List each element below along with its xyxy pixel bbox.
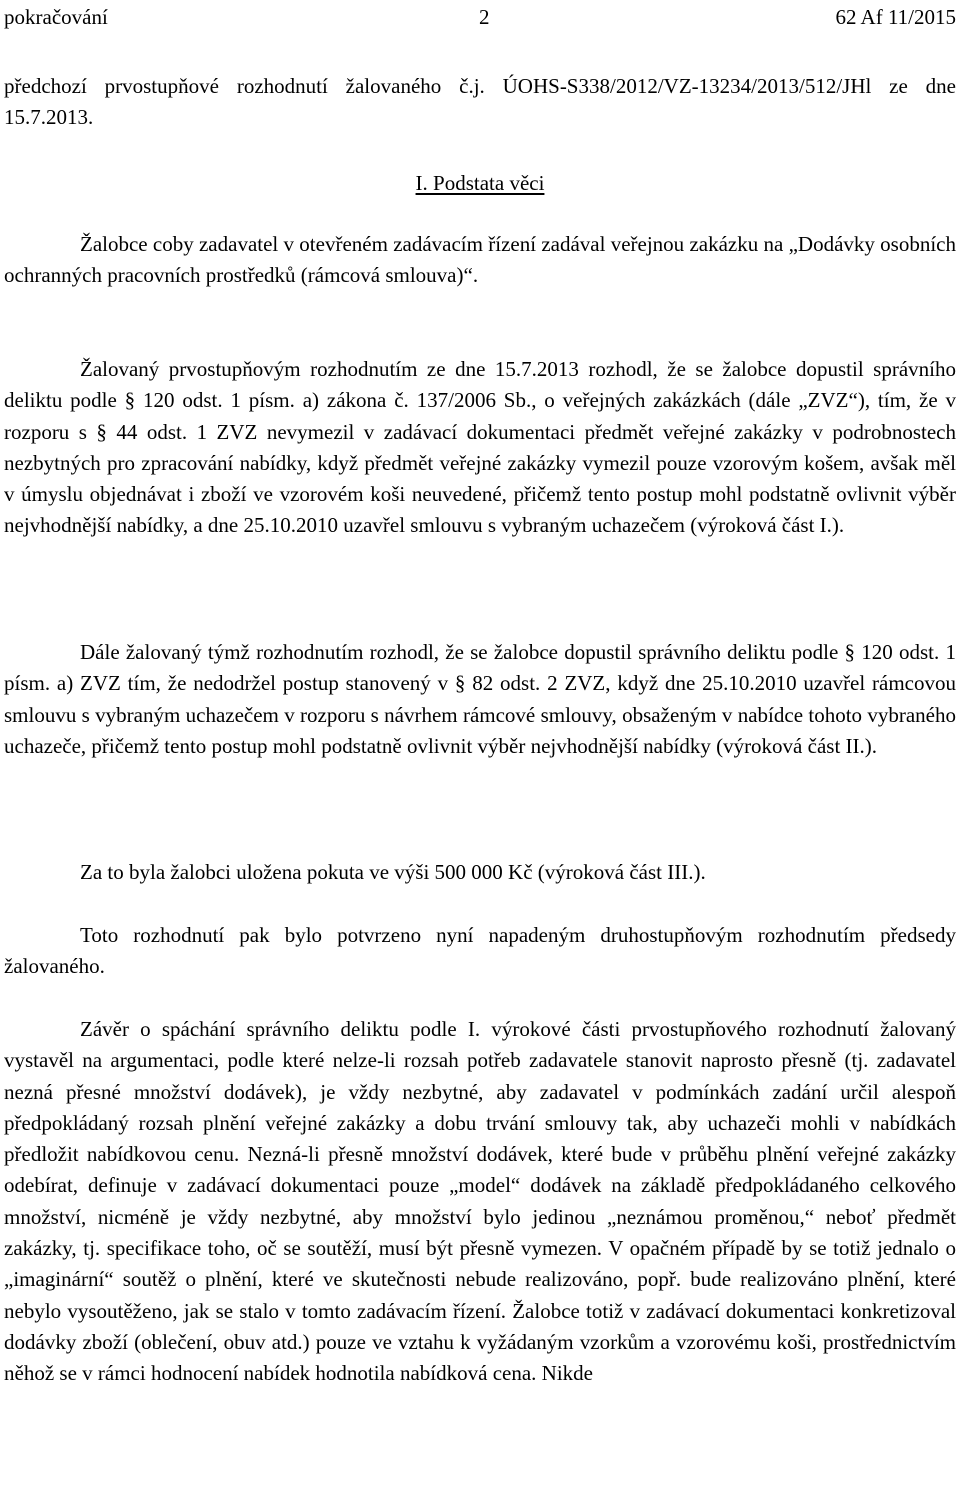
paragraph-fine: Za to byla žalobci uložena pokuta ve výši 500 000 Kč (výroková část III.). xyxy=(80,860,706,884)
case-number: 62 Af 11/2015 xyxy=(835,5,956,29)
header-continuation: pokračování xyxy=(4,5,108,29)
paragraph-previous-decision: předchozí prvostupňové rozhodnutí žalovaného č.j. ÚOHS-S338/2012/VZ-13234/2013/512/JHl ze dne 15.7.2013. xyxy=(4,74,956,130)
page-header xyxy=(4,2,956,32)
paragraph-first-instance-decision: Žalovaný prvostupňovým rozhodnutím ze dne 15.7.2013 rozhodl, že se žalobce dopustil správního deliktu podle § 120 odst. 1 písm. a) zákona č. 137/2006 Sb., o veřejných zakázkách (dále „ZVZ“), tím, že v rozporu s § 44 odst. 1 ZVZ nevymezil v zadávací dokumentaci předmět veřejné zakázky v podrobnostech nezbytných pro zpracování nabídky, když předmět veřejné zakázky vymezil pouze vzorovým košem, avšak měl v úmyslu objednávat i zboží ve vzorovém koši neuvedené, přičemž tento postup mohl podstatně ovlivnit výběr nejvhodnější nabídky, a dne 25.10.2010 uzavřel smlouvu s vybraným uchazečem (výroková část I.). xyxy=(4,357,956,538)
paragraph-second-offence: Dále žalovaný týmž rozhodnutím rozhodl, že se žalobce dopustil správního deliktu podle § 120 odst. 1 písm. a) ZVZ tím, že nedodržel postup stanovený v § 82 odst. 2 ZVZ, když dne 25.10.2010 uzavřel rámcovou smlouvu s vybraným uchazečem v rozporu s návrhem rámcové smlouvy, obsaženým v nabídce tohoto vybraného uchazeče, přičemž tento postup mohl podstatně ovlivnit výběr nejvhodnější nabídky (výroková část II.). xyxy=(4,640,956,758)
paragraph-confirmation: Toto rozhodnutí pak bylo potvrzeno nyní napadeným druhostupňovým rozhodnutím předsedy žalovaného. xyxy=(4,923,956,979)
page-number: 2 xyxy=(479,5,490,29)
paragraph-argumentation: Závěr o spáchání správního deliktu podle I. výrokové části prvostupňového rozhodnutí žalovaný vystavěl na argumentaci, podle které nelze-li rozsah potřeb zadavatele stanovit naprosto přesně (tj. zadavatel nezná přesné množství dodávek), je vždy nezbytné, aby zadavatel v podmínkách zadání určil alespoň předpokládaný rozsah plnění veřejné zakázky a dobu trvání smlouvy tak, aby uchazeči mohli v nabídkách předložit nabídkovou cenu. Nezná-li přesně množství dodávek, které bude v průběhu plnění veřejné zakázky odebírat, definuje v zadávací dokumentaci pouze „model“ dodávek na základě předpokládaného celkového množství, nicméně je vždy nezbytné, aby množství bylo jedinou „neznámou proměnou,“ neboť předmět zakázky, tj. specifikace toho, oč se soutěží, musí být přesně vymezen. V opačném případě by se totiž jednalo o „imaginární“ soutěž o plnění, které ve skutečnosti nebude realizováno, popř. bude realizováno plnění, které nebylo vysoutěženo, jak se stalo v tomto zadávacím řízení. Žalobce totiž v zadávací dokumentaci konkretizoval dodávky zboží (oblečení, obuv atd.) pouze ve vztahu k vyžádaným vzorkům a vzorovému koši, prostřednictvím něhož se v rámci hodnocení nabídek hodnotila nabídková cena. Nikde xyxy=(4,1017,956,1386)
paragraph-plaintiff-tender: Žalobce coby zadavatel v otevřeném zadávacím řízení zadával veřejnou zakázku na „Dodávky osobních ochranných pracovních prostředků (rámcová smlouva)“. xyxy=(4,232,956,288)
section-heading: I. Podstata věci xyxy=(415,171,545,195)
